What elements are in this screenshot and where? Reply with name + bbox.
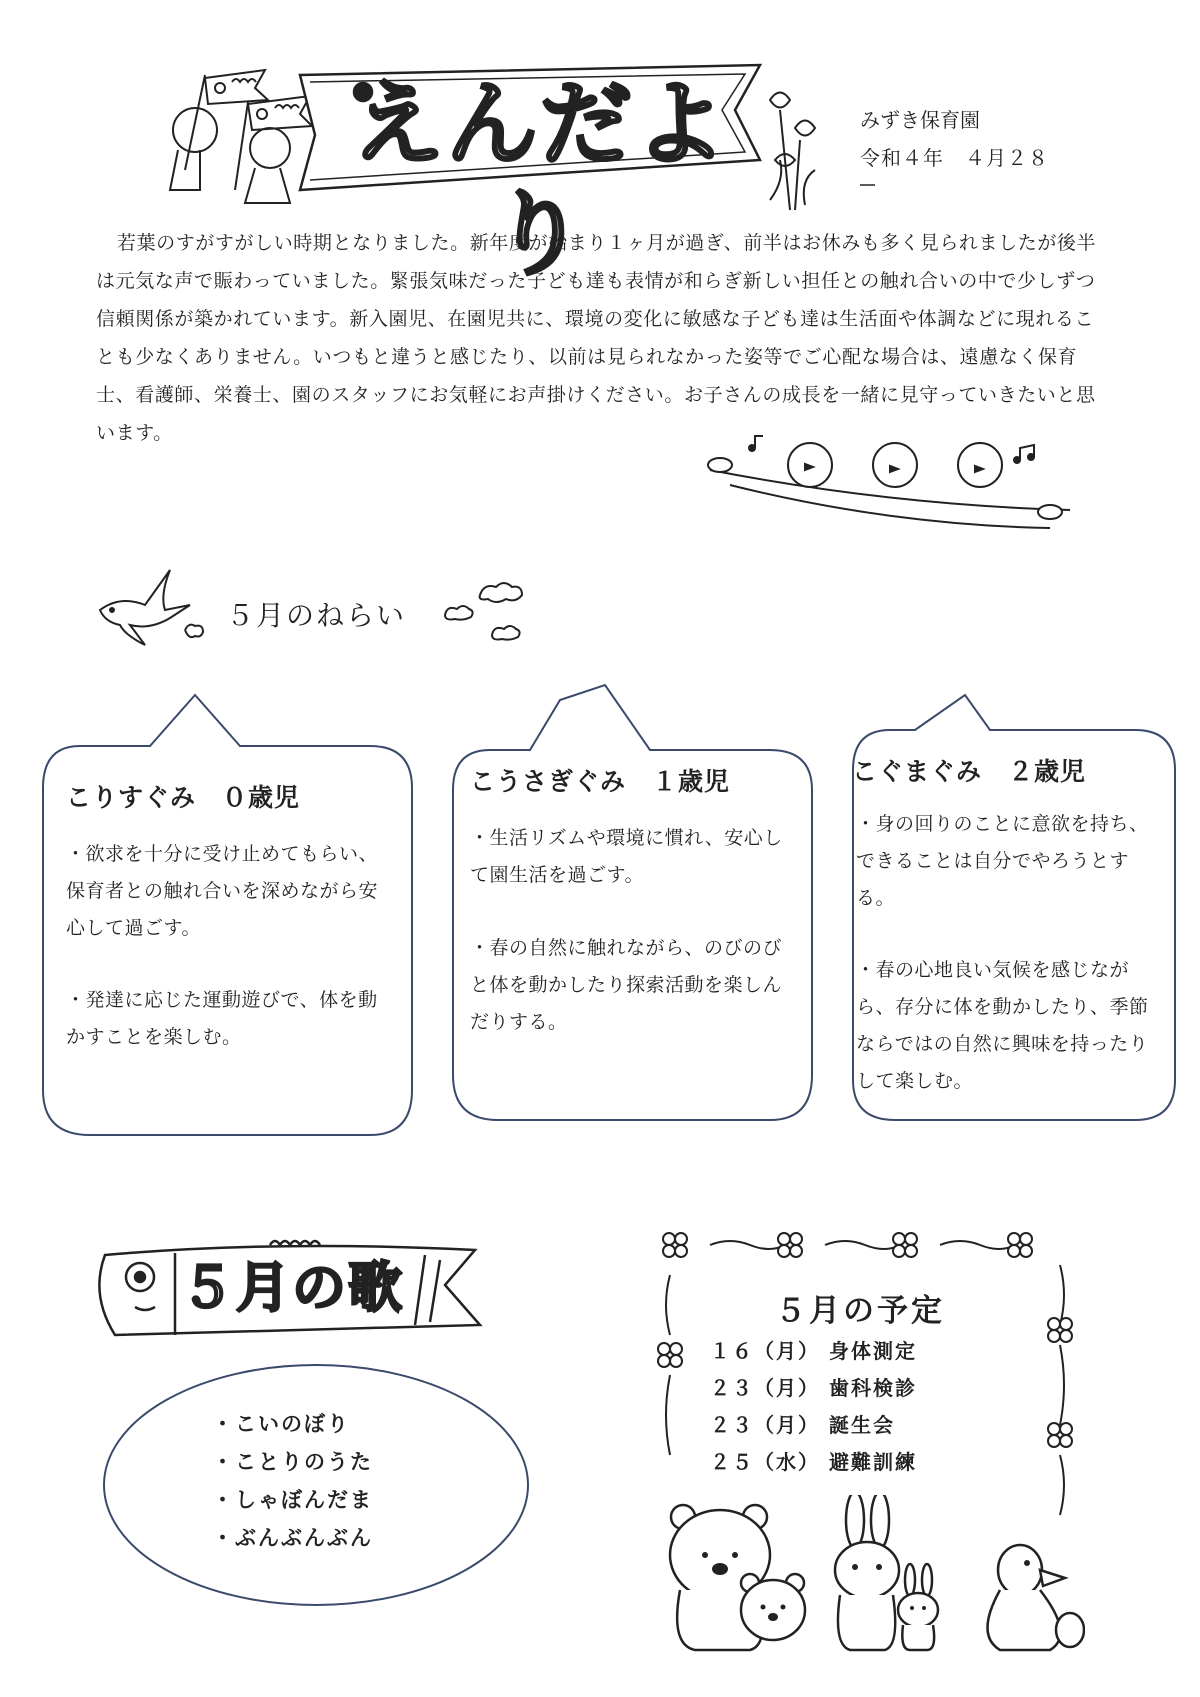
aims-section-label: ５月のねらい [226, 599, 407, 632]
animals-illustration [655, 1495, 1085, 1655]
aim-group-1-title: こうさぎぐみ １歳児 [470, 767, 731, 796]
schedule-event: 避難訓練 [828, 1450, 917, 1474]
birds-on-branch-illustration [690, 430, 1110, 530]
intro-text: 若葉のすがすがしい時期となりました。新年度が始まり１ヶ月が過ぎ、前半はお休みも多く見られましたが後半は元気な声で賑わっていました。緊張気味だった子ども達も表情が和らぎ新しい担任との触れ合いの中で少しずつ信頼関係が築かれています。新入園児、在園児共に、環境の変化に敏感な子ども達は生活面や体調などに現れることも少なくありません。いつもと違うと感じたり、以前は見られなかった姿等でご心配な場合は、遠慮なく保育士、看護師、栄養士、園のスタッフにお気軽にお声掛けください。お子さんの成長を一緒に見守っていきたいと思います。 [96, 232, 1097, 444]
aim-bubble-1-frame [450, 680, 820, 1130]
schedule-date: ２３（月） [710, 1376, 820, 1400]
schedule-date: １６（月） [710, 1339, 820, 1363]
schedule-row-3 [710, 1446, 917, 1475]
song-item: ・しゃぼんだま [212, 1488, 373, 1512]
aim-group-0-item-1: ・発達に応じた運動遊びで、体を動かすことを楽しむ。 [66, 989, 378, 1048]
song-item: ・こいのぼり [212, 1412, 350, 1436]
aim-group-1-item-1: ・春の自然に触れながら、のびのびと体を動かしたり探索活動を楽しんだりする。 [470, 937, 783, 1033]
schedule-event: 誕生会 [828, 1413, 895, 1437]
schedule-date: ２３（月） [710, 1413, 820, 1437]
schedule-date: ２５（水） [710, 1450, 820, 1474]
aim-group-1-item-0: ・生活リズムや環境に慣れ、安心して園生活を過ごす。 [470, 827, 783, 886]
issue-date: 令和４年 ４月２８ [860, 146, 1049, 170]
schedule-row-0 [710, 1335, 917, 1364]
intro-paragraph [96, 224, 1101, 452]
nursery-name: みずき保育園 [860, 108, 980, 132]
song-item: ・ぶんぶんぶん [212, 1526, 373, 1550]
song-item: ・ことりのうた [212, 1450, 373, 1474]
schedule-row-1 [710, 1372, 917, 1401]
songs-list [212, 1405, 373, 1557]
aim-group-0-title: こりすぐみ ０歳児 [66, 783, 301, 812]
schedule-row-2 [710, 1409, 895, 1438]
aim-group-2-title: こぐまぐみ ２歳児 [852, 757, 1087, 786]
aim-group-0-item-0: ・欲求を十分に受け止めてもらい、保育者との触れ合いを深めながら安心して過ごす。 [66, 843, 379, 939]
clouds-icon [440, 575, 540, 645]
aim-group-2-item-1: ・春の心地良い気候を感じながら、存分に体を動かしたり、季節ならではの自然に興味を持ったりして楽しむ。 [856, 959, 1149, 1092]
aim-group-2-item-0: ・身の回りのことに意欲を持ち、できることは自分でやろうとする。 [856, 813, 1149, 909]
iris-flower-illustration [770, 93, 815, 211]
schedule-title: ５月の予定 [775, 1293, 945, 1329]
page-title: えんだより [351, 71, 728, 288]
songs-title: ５月の歌 [180, 1256, 404, 1319]
schedule-event: 歯科検診 [828, 1376, 917, 1400]
schedule-event: 身体測定 [828, 1339, 917, 1363]
swallow-icon [90, 560, 210, 650]
kids-koinobori-illustration [170, 70, 312, 203]
